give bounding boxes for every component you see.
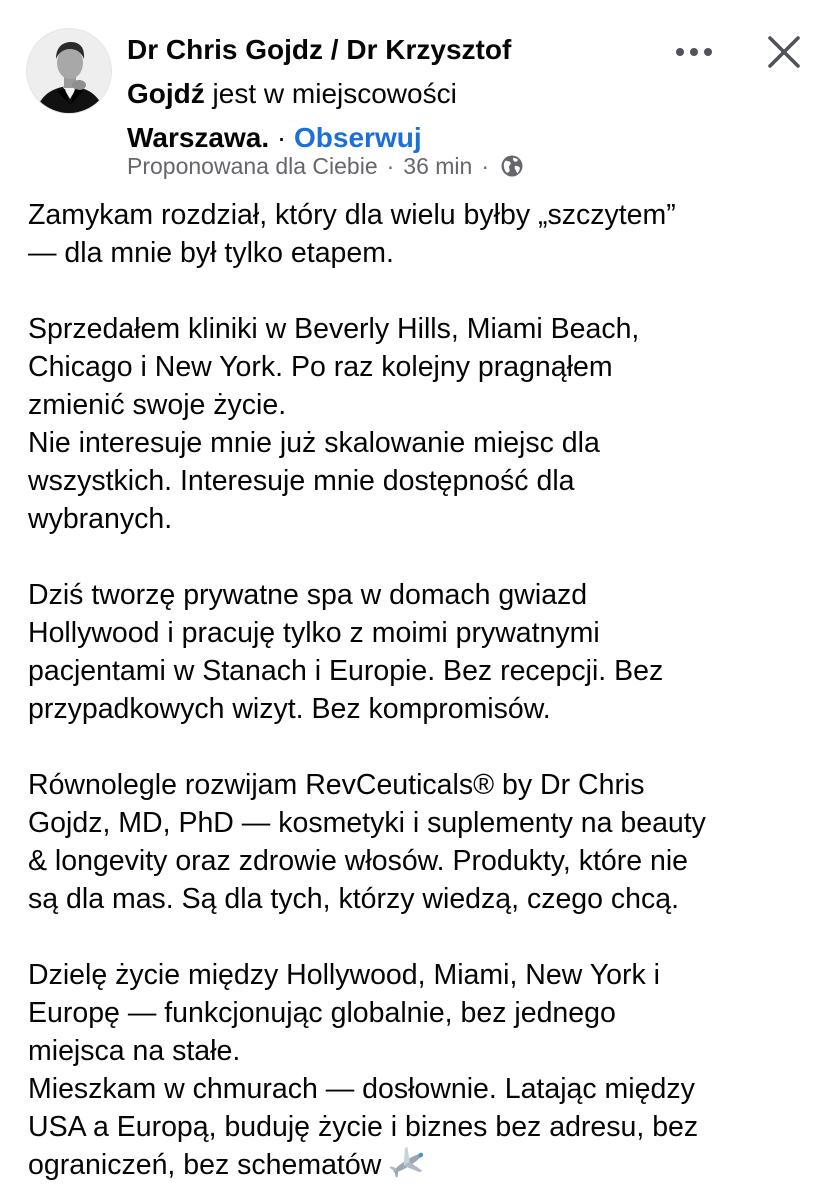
location-name[interactable]: Warszawa. bbox=[127, 122, 270, 153]
paragraph-2 bbox=[28, 310, 818, 538]
airplane-icon bbox=[389, 1146, 427, 1180]
paragraph-5 bbox=[28, 956, 818, 1184]
author-name-line1[interactable]: Dr Chris Gojdz / Dr Krzysztof bbox=[127, 34, 512, 65]
meta-separator-1: · bbox=[386, 153, 395, 179]
meta-separator-2: · bbox=[481, 153, 490, 179]
text-line: Równolegle rozwijam RevCeuticals® by Dr Chris bbox=[28, 769, 645, 801]
author-avatar[interactable] bbox=[26, 28, 112, 114]
text-line: Dzielę życie między Hollywood, Miami, New York i bbox=[28, 959, 660, 991]
text-line: ograniczeń, bez schematów bbox=[28, 1149, 382, 1181]
header-dot: · bbox=[269, 122, 295, 153]
text-line-last bbox=[28, 1146, 818, 1184]
text-line: Hollywood i pracuję tylko z moimi prywatnymi bbox=[28, 617, 600, 649]
text-line: Europę — funkcjonując globalnie, bez jednego bbox=[28, 997, 616, 1029]
text-line: Dziś tworzę prywatne spa w domach gwiazd bbox=[28, 579, 588, 611]
more-options-icon bbox=[674, 46, 714, 58]
paragraph-3 bbox=[28, 576, 818, 728]
post-meta bbox=[127, 150, 524, 182]
text-line: Nie interesuje mnie już skalowanie miejsc dla bbox=[28, 427, 600, 459]
post-time[interactable]: 36 min bbox=[403, 153, 473, 179]
text-line: — dla mnie był tylko etapem. bbox=[28, 237, 394, 269]
text-line: wszystkich. Interesuje mnie dostępność dla bbox=[28, 465, 575, 497]
post-body bbox=[28, 196, 818, 1200]
paragraph-4 bbox=[28, 766, 818, 918]
paragraph-1 bbox=[28, 196, 818, 272]
text-line: pacjentami w Stanach i Europie. Bez recepcji. Bez bbox=[28, 655, 664, 687]
follow-button[interactable]: Obserwuj bbox=[294, 122, 422, 153]
text-line: miejsca na stałe. bbox=[28, 1035, 241, 1067]
text-line: Mieszkam w chmurach — dosłownie. Latając między bbox=[28, 1073, 695, 1105]
author-name-line2[interactable]: Gojdź bbox=[127, 78, 205, 109]
text-line: Chicago i New York. Po raz kolejny pragnąłem bbox=[28, 351, 613, 383]
post-header-text bbox=[127, 28, 647, 160]
text-line: Zamykam rozdział, który dla wielu byłby „szczytem” bbox=[28, 199, 676, 231]
location-prefix: jest w miejscowości bbox=[204, 78, 457, 109]
close-icon bbox=[767, 35, 801, 69]
globe-icon[interactable] bbox=[500, 154, 524, 178]
text-line: & longevity oraz zdrowie włosów. Produkty, które nie bbox=[28, 845, 689, 877]
text-line: Gojdz, MD, PhD — kosmetyki i suplementy na beauty bbox=[28, 807, 706, 839]
text-line: Sprzedałem kliniki w Beverly Hills, Miami Beach, bbox=[28, 313, 640, 345]
more-options-button[interactable] bbox=[670, 32, 718, 72]
text-line: zmienić swoje życie. bbox=[28, 389, 287, 421]
text-line: są dla mas. Są dla tych, którzy wiedzą, czego chcą. bbox=[28, 883, 680, 915]
close-button[interactable] bbox=[760, 28, 808, 76]
author-header-line2 bbox=[127, 72, 647, 116]
text-line: przypadkowych wizyt. Bez kompromisów. bbox=[28, 693, 551, 725]
avatar-photo bbox=[27, 29, 112, 114]
suggested-label: Proponowana dla Ciebie bbox=[127, 153, 378, 179]
text-line: USA a Europą, buduję życie i biznes bez adresu, bez bbox=[28, 1111, 699, 1143]
text-line: wybranych. bbox=[28, 503, 173, 535]
